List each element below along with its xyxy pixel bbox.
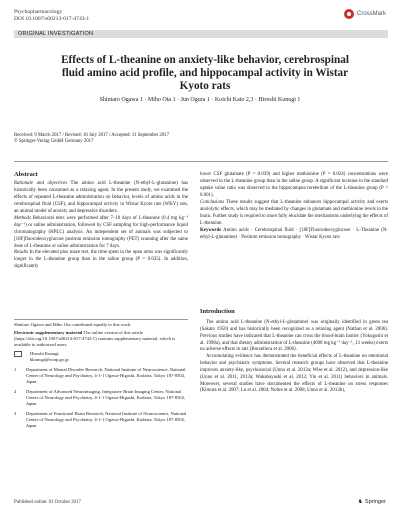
abstract-rationale [14, 181, 188, 216]
methods-text: Behavioral tests were performed after 7–10 days of L-theanine (0.4 mg kg⁻¹ day⁻¹) or saline administration, followed by CSF sampling for high-performance liquid chromatography (HPLC) analysis. An independent set of animals was subjected to [18F]fluorodeoxyglucose positron emission tomography (PET) scanning after the same dose of L-theanine or saline administration for 7 days. [14, 215, 188, 249]
corresponding-email[interactable]: hkunugi@ncnp.go.jp [30, 357, 69, 362]
abstract-right [200, 172, 388, 242]
section-banner: ORIGINAL INVESTIGATION [14, 30, 388, 38]
abstract-heading: Abstract [14, 171, 38, 178]
crossmark-badge[interactable] [344, 9, 386, 19]
journal-header [14, 9, 89, 23]
affiliation-text: Department of Advanced Neuroimaging, Integrative Brain Imaging Center, National Center of Neurology and Psychiatry, 4-1-1 Ogawa-Higashi, Kodaira, Tokyo 187-8502, Japan [26, 389, 186, 406]
article-history [14, 133, 254, 145]
journal-name: Psychopharmacology [14, 9, 63, 15]
published-date: Published online: 03 October 2017 [14, 500, 81, 505]
results-continued: lower CSF glutamate (P = 0.039) and higher methionine (P = 0.024) concentrations were observed in the L-theanine group than in the saline group. A significant increase in the standard uptake value ratio was observed in the hippocampus/cerebellum of the L-theanine group (P < 0.001). [200, 172, 388, 198]
crossmark-label: CrossMark [356, 11, 386, 17]
corresponding-author [14, 351, 188, 363]
history-dates: Received: 9 March 2017 / Revised: 16 July 2017 / Accepted: 11 September 2017 [14, 133, 170, 138]
results-text: In the elevated plus maze test, the time spent in the open arms was significantly longer in the L-theanine group than in the saline group (P = 0.035). In addition, significantly [14, 250, 188, 270]
esm-label: Electronic supplementary material [14, 330, 83, 335]
esm-note [14, 330, 188, 348]
affiliation-number: 2 [14, 389, 17, 394]
publisher-logo [358, 499, 386, 505]
springer-horse-icon: ♞ [357, 499, 363, 505]
keywords-label: Keywords [200, 227, 222, 233]
rationale-label: Rationale and objectives [14, 180, 68, 186]
esm-text[interactable]: The online version of this article (https://doi.org/10.1007/s00213-017-4743-1) contains supplementary material, which is available to authorized users. [14, 330, 176, 347]
abstract-methods [14, 216, 188, 251]
affiliation-number: 1 [14, 367, 17, 372]
affiliation-2 [14, 389, 188, 407]
footnote-rule [14, 319, 188, 320]
affiliation-text: Department of Functional Brain Research, National Institute of Neuroscience, National Center of Neurology and Psychiatry, 4-1-1 Ogawa-Higashi, Kodaira, Tokyo 187-8502, Japan [26, 411, 187, 428]
affiliation-text: Department of Mental Disorder Research, National Institute of Neuroscience, National Center of Neurology and Psychiatry, 4-1-1 Ogawa-Higashi, Kodaira, Tokyo 187-8502, Japan [26, 367, 186, 384]
copyright: © Springer-Verlag GmbH Germany 2017 [14, 139, 94, 144]
intro-paragraph-2: Accumulating evidence has demonstrated the beneficial effects of L-theanine on emotional behavior and psychiatric symptoms. Several research groups have observed that L-theanine improves anxiety-like, psychosocial (Unno et al. 2013a; Wise et al. 2012), and depression-like (Unno et al. 2011, 2013a; Wakabayashi et al. 2012; Yin et al. 2011) behaviors in animals. Moreover, several studies have documented the effects of L-theanine on stress responses (Kimura et al. 2007; Lu et al. 2004; Nobre et al. 2008; Unno et al. 2013b), [200, 354, 388, 394]
affiliation-3 [14, 411, 188, 429]
introduction [200, 308, 388, 395]
affiliation-number: 3 [14, 411, 17, 416]
author-list: Shintaro Ogawa 1 · Miho Ota 1 · Jun Ogura 1 · Koichi Kato 2,3 · Hiroshi Kunugi 1 [99, 97, 301, 103]
corresponding-name: Hiroshi Kunugi [30, 351, 59, 356]
keywords [200, 228, 388, 242]
intro-paragraph-1: The amino acid L-theanine (N-ethyl-L-glutamine) was originally identified in green tea (Sakato 1950) and has historically been recognized as a relaxing agent (Nathan et al. 2006). Previous studies have indicated that L-theanine can cross the blood-brain barrier (Yokogoshi et al. 1998a), and that dietary administration of L-theanine (4000 mg kg⁻¹ day⁻¹, 13 weeks) exerts no adverse effects in rats (Borzelleca et al. 2006). [200, 320, 388, 353]
keywords-text: Amino acids · Cerebrospinal fluid · [18F]Fluorodeoxyglucose · L-Theanine (N-ethyl-L-glutamine) · Positron emission tomography · Wistar Kyoto rats [200, 227, 389, 240]
conclusions-label: Conclusions [200, 199, 225, 205]
abstract-left [14, 172, 188, 271]
publisher-name: Springer [364, 499, 386, 505]
conclusions-text: These results suggest that L-theanine enhances hippocampal activity and exerts anxiolytic effects, which may be mediated by changes in glutamate and methionine levels in the brain. Further study is required to more fully elucidate the mechanisms underlying the effects of L-theanine. [200, 199, 389, 226]
abstract-results [14, 250, 188, 271]
envelope-icon [14, 351, 22, 357]
divider [14, 161, 388, 162]
doi[interactable]: DOI 10.1007/s00213-017-4743-1 [14, 16, 90, 22]
introduction-heading: Introduction [200, 308, 235, 315]
methods-label: Methods [14, 215, 31, 221]
crossmark-icon [344, 9, 354, 19]
results-label: Results [14, 250, 29, 256]
equal-contribution: Shintaro Ogawa and Miho Ota contributed equally to this work. [14, 322, 132, 327]
article-title: Effects of L-theanine on anxiety-like behavior, cerebrospinal fluid amino acid profile, and hippocampal activity in Wistar Kyoto rats [61, 54, 349, 92]
footnotes [14, 319, 188, 429]
affiliation-1 [14, 367, 188, 385]
rationale-text: The amino acid L-theanine (N-ethyl-L-glutamine) has historically been consumed as a relaxing agent. In the present study, we examined the effects of repeated L-theanine administration on behavior, levels of amino acids in the cerebrospinal fluid (CSF), and hippocampal activity in Wistar Kyoto rats (WKY) rats, an animal model of anxiety and depressive disorders. [14, 180, 188, 214]
abstract-conclusions [200, 200, 388, 228]
